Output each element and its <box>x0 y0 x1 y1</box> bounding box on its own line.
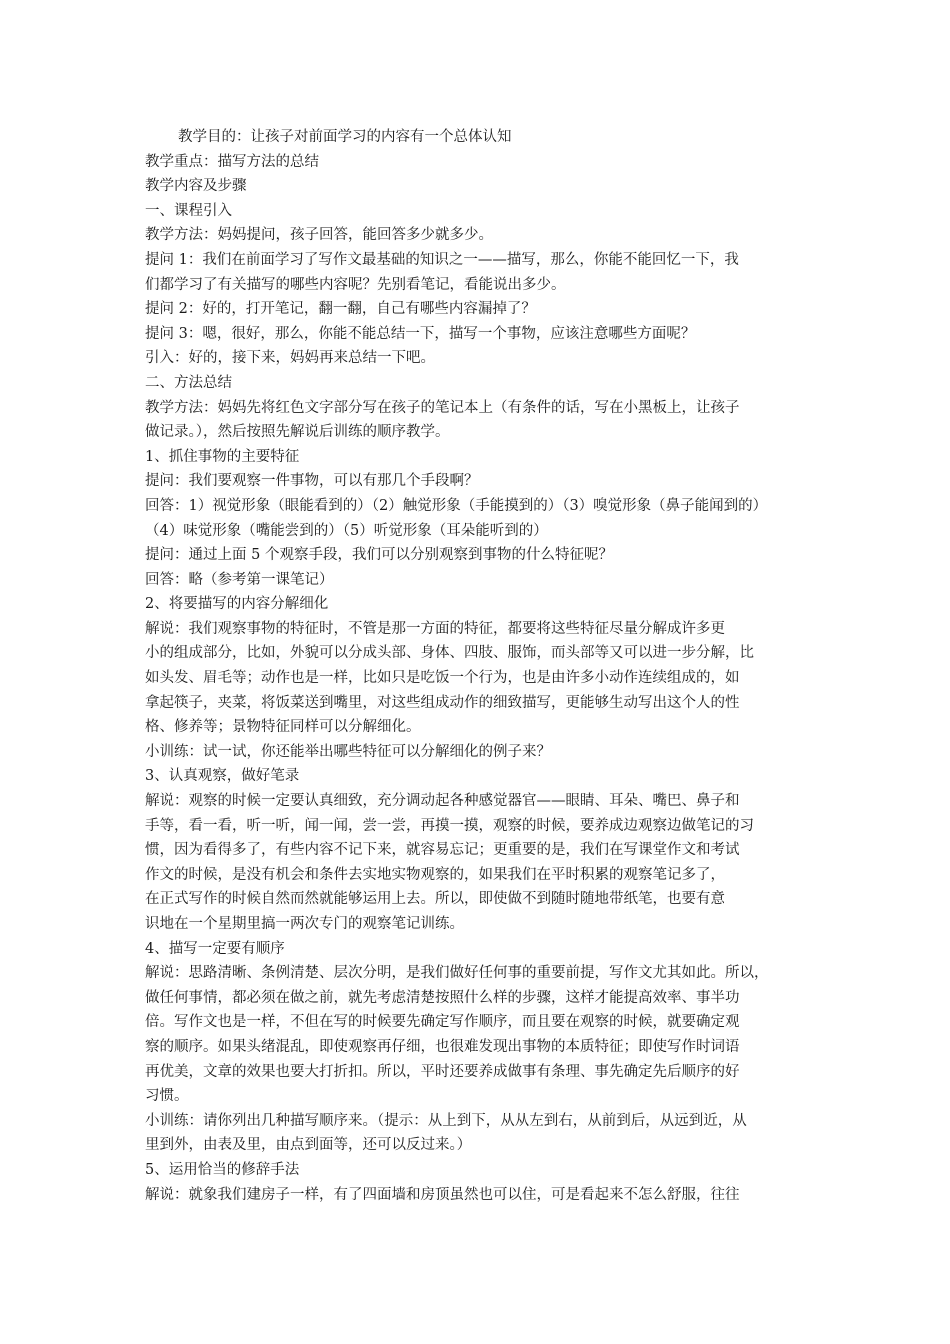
teaching-goal: 教学目的：让孩子对前面学习的内容有一个总体认知 <box>178 129 512 145</box>
subheading: 3、认真观察，做好笔录 <box>145 768 300 785</box>
paragraph-line: （4）味觉形象（嘴能尝到的）（5）听觉形象（耳朵能听到的） <box>145 522 548 539</box>
paragraph-line: 小的组成部分，比如，外貌可以分成头部、身体、四肢、服饰，而头部等又可以进一步分解，比 <box>145 645 754 662</box>
paragraph-line: 拿起筷子，夹菜，将饭菜送到嘴里，对这些组成动作的细致描写，更能够生动写出这个人的性 <box>145 694 740 711</box>
paragraph-line: 作文的时候，是没有机会和条件去实地实物观察的，如果我们在平时积累的观察笔记多了， <box>145 866 725 883</box>
paragraph-line: 提问：我们要观察一件事物，可以有那几个手段啊？ <box>145 473 479 490</box>
paragraph-line: 解说：我们观察事物的特征时，不管是那一方面的特征，都要将这些特征尽量分解成许多更 <box>145 620 725 637</box>
paragraph-line: 回答：1）视觉形象（眼能看到的）（2）触觉形象（手能摸到的）（3）嗅觉形象（鼻子能闻到的） <box>145 497 768 514</box>
teaching-focus: 教学重点：描写方法的总结 <box>145 153 319 170</box>
paragraph-line: 提问：通过上面 5 个观察手段，我们可以分别观察到事物的什么特征呢？ <box>145 547 613 564</box>
paragraph-line: 惯，因为看得多了，有些内容不记下来，就容易忘记；更重要的是，我们在写课堂作文和考试 <box>145 842 740 859</box>
paragraph-line: 引入：好的，接下来，妈妈再来总结一下吧。 <box>145 350 435 367</box>
section-heading-1: 一、课程引入 <box>145 202 232 219</box>
subheading: 2、将要描写的内容分解细化 <box>145 596 329 613</box>
paragraph-line: 提问 3：嗯，很好，那么，你能不能总结一下，描写一个事物，应该注意哪些方面呢？ <box>145 325 696 342</box>
paragraph-line: 在正式写作的时候自然而然就能够运用上去。所以，即使做不到随时随地带纸笔，也要有意 <box>145 891 725 908</box>
paragraph-line: 手等，看一看，听一听，闻一闻，尝一尝，再摸一摸，观察的时候，要养成边观察边做笔记的习 <box>145 817 754 834</box>
subheading: 1、抓住事物的主要特征 <box>145 448 300 465</box>
paragraph-line: 如头发、眉毛等；动作也是一样，比如只是吃饭一个行为，也是由许多小动作连续组成的，如 <box>145 670 740 687</box>
paragraph-line: 教学方法：妈妈先将红色文字部分写在孩子的笔记本上（有条件的话，写在小黑板上，让孩子 <box>145 399 740 416</box>
paragraph-line: 解说：思路清晰、条例清楚、层次分明，是我们做好任何事的重要前提，写作文尤其如此。所以， <box>145 965 769 982</box>
paragraph-line: 再优美，文章的效果也要大打折扣。所以，平时还要养成做事有条理、事先确定先后顺序的好 <box>145 1063 740 1080</box>
subheading: 4、描写一定要有顺序 <box>145 940 285 957</box>
paragraph-line: 解说：观察的时候一定要认真细致，充分调动起各种感觉器官——眼睛、耳朵、嘴巴、鼻子和 <box>145 793 740 810</box>
paragraph-line: 里到外，由表及里，由点到面等，还可以反过来。） <box>145 1137 472 1154</box>
paragraph-line: 教学方法：妈妈提问，孩子回答，能回答多少就多少。 <box>145 227 493 244</box>
paragraph-line: 回答：略（参考第一课笔记） <box>145 571 334 588</box>
paragraph-line: 提问 2：好的，打开笔记，翻一翻，自己有哪些内容漏掉了？ <box>145 301 536 318</box>
paragraph-line: 习惯。 <box>145 1088 189 1105</box>
paragraph-line: 格、修养等；景物特征同样可以分解细化。 <box>145 719 421 736</box>
content-heading: 教学内容及步骤 <box>145 178 247 195</box>
paragraph-line: 小训练：试一试，你还能举出哪些特征可以分解细化的例子来？ <box>145 743 551 760</box>
paragraph-line: 察的顺序。如果头绪混乱，即使观察再仔细，也很难发现出事物的本质特征；即使写作时词语 <box>145 1038 740 1055</box>
paragraph-line: 做记录。），然后按照先解说后训练的顺序教学。 <box>145 424 450 441</box>
paragraph-line: 识地在一个星期里搞一两次专门的观察笔记训练。 <box>145 916 464 932</box>
paragraph-line: 解说：就象我们建房子一样，有了四面墙和房顶虽然也可以住，可是看起来不怎么舒服，往往 <box>145 1186 740 1203</box>
paragraph-line: 们都学习了有关描写的哪些内容呢？先别看笔记，看能说出多少。 <box>145 276 566 293</box>
subheading: 5、运用恰当的修辞手法 <box>145 1161 300 1178</box>
section-heading-2: 二、方法总结 <box>145 374 232 391</box>
paragraph-line: 提问 1：我们在前面学习了写作文最基础的知识之一——描写，那么，你能不能回忆一下，我 <box>145 251 739 268</box>
paragraph-line: 倍。写作文也是一样，不但在写的时候要先确定写作顺序，而且要在观察的时候，就要确定观 <box>145 1014 740 1031</box>
paragraph-line: 小训练：请你列出几种描写顺序来。（提示：从上到下，从从左到右，从前到后，从远到近，从 <box>145 1112 747 1129</box>
paragraph-line: 做任何事情，都必须在做之前，就先考虑清楚按照什么样的步骤，这样才能提高效率、事半功 <box>145 989 740 1006</box>
